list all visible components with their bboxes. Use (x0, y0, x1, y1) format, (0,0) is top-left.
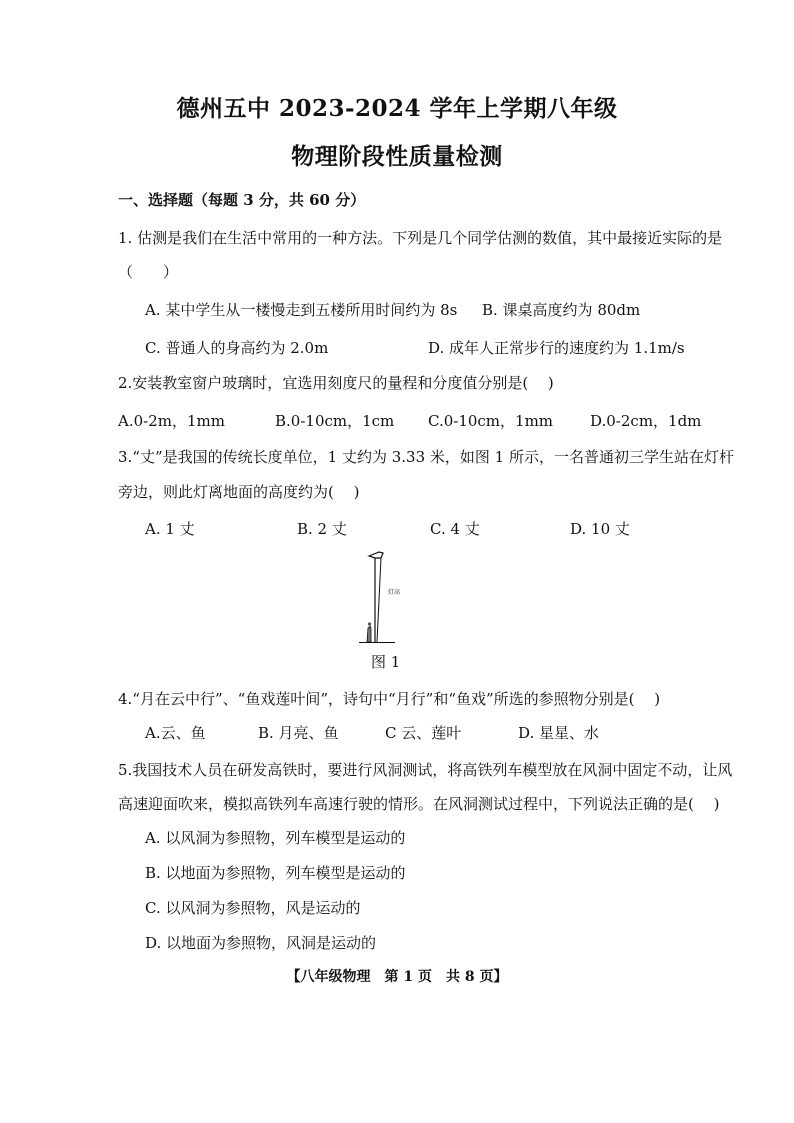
question-4-option-c: C 云、莲叶 (385, 724, 462, 742)
question-4-option-d: D. 星星、水 (518, 724, 600, 742)
question-2-option-a: A.0-2m，1mm (118, 412, 225, 430)
lamp-pole-outline (377, 558, 381, 642)
question-1-bracket: （ ） (118, 263, 179, 281)
question-3-option-a: A. 1 丈 (145, 520, 195, 538)
section-heading: 一、选择题（每题 3 分，共 60 分） (118, 191, 366, 209)
question-5-option-b: B. 以地面为参照物，列车模型是运动的 (145, 864, 406, 882)
question-3-option-b: B. 2 丈 (297, 520, 347, 538)
question-3-text-cont: 旁边，则此灯离地面的高度约为( ) (118, 483, 360, 501)
question-5-text: 5.我国技术人员在研发高铁时，要进行风洞测试，将高铁列车模型放在风洞中固定不动，让风 (118, 761, 733, 779)
question-4-option-a: A.云、鱼 (145, 724, 206, 742)
student-head (368, 622, 371, 625)
question-1-option-d: D. 成年人正常步行的速度约为 1.1m/s (428, 339, 685, 357)
question-1-option-b: B. 课桌高度约为 80dm (482, 301, 641, 319)
question-5-option-c: C. 以风洞为参照物，风是运动的 (145, 899, 361, 917)
student-silhouette (367, 626, 371, 642)
question-4-option-b: B. 月亮、鱼 (258, 724, 339, 742)
question-5-text-cont: 高速迎面吹来，模拟高铁列车高速行驶的情形。在风洞测试过程中，下列说法正确的是( ) (118, 795, 720, 813)
question-2-text: 2.安装教室窗户玻璃时，宜选用刻度尺的量程和分度值分别是( ) (118, 374, 554, 392)
lamp-post-diagram (355, 548, 415, 648)
page-footer: 【八年级物理 第 1 页 共 8 页】 (286, 969, 508, 985)
lamp-height-label: 灯高 (388, 589, 401, 596)
question-2-option-b: B.0-10cm，1cm (275, 412, 395, 430)
question-5-option-d: D. 以地面为参照物，风洞是运动的 (145, 934, 377, 952)
figure-1-lamp-post (355, 548, 415, 648)
exam-title-line2: 物理阶段性质量检测 (291, 143, 503, 170)
question-3-text: 3.“丈”是我国的传统长度单位，1 丈约为 3.33 米，如图 1 所示，一名普通初三学生站在灯杆 (118, 448, 734, 466)
lamp-head-shape (369, 552, 383, 558)
question-1-option-c: C. 普通人的身高约为 2.0m (145, 339, 329, 357)
question-2-option-c: C.0-10cm，1mm (428, 412, 554, 430)
question-1-option-a: A. 某中学生从一楼慢走到五楼所用时间约为 8s (145, 301, 458, 319)
question-1-text: 1. 估测是我们在生活中常用的一种方法。下列是几个同学估测的数值，其中最接近实际的是 (118, 229, 723, 247)
figure-1-caption: 图 1 (371, 653, 401, 671)
question-5-option-a: A. 以风洞为参照物，列车模型是运动的 (145, 829, 406, 847)
exam-title-line1: 德州五中 2023-2024 学年上学期八年级 (176, 95, 618, 122)
question-3-option-c: C. 4 丈 (430, 520, 480, 538)
question-3-option-d: D. 10 丈 (570, 520, 630, 538)
question-2-option-d: D.0-2cm，1dm (590, 412, 702, 430)
question-4-text: 4.“月在云中行”、“鱼戏莲叶间”，诗句中“月行”和“鱼戏”所选的参照物分别是( ) (118, 690, 661, 708)
